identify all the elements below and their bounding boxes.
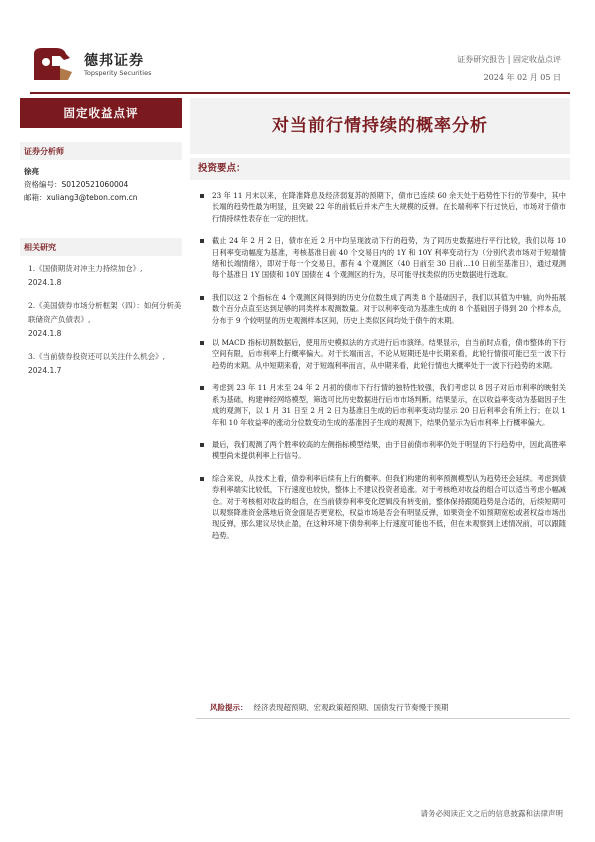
related-research-list <box>28 262 186 387</box>
related-item[interactable] <box>28 262 186 290</box>
header-divider <box>30 92 570 94</box>
bullet-square-icon <box>200 296 204 300</box>
category-banner: 固定收益点评 <box>20 98 182 128</box>
bullet-point <box>200 439 566 462</box>
bullet-point <box>200 235 566 281</box>
investment-points-list <box>200 190 566 552</box>
bullet-square-icon <box>200 386 204 390</box>
bullet-square-icon <box>200 194 204 198</box>
risk-warning <box>210 702 570 713</box>
page-header <box>0 0 595 100</box>
analyst-name: 徐亮 <box>24 167 39 176</box>
report-type: 证券研究报告 | 固定收益点评 <box>457 55 561 64</box>
related-item-date: 2024.1.7 <box>28 366 62 375</box>
risk-text: 经济表现超预期、宏观政策超预期、国债发行节奏慢于预期 <box>253 703 449 712</box>
bullet-point <box>200 190 566 224</box>
page-title: 对当前行情持续的概率分析 <box>190 98 570 154</box>
analyst-license: 资格编号：S0120521060004 <box>24 180 129 189</box>
risk-divider <box>196 718 570 719</box>
bullet-point <box>200 473 566 541</box>
related-item-title: 1.《国债期货对冲主力持续加仓》, <box>28 264 143 273</box>
bullet-text: 23 年 11 月末以来，在降准降息及经济弱复苏的预期下，债市已连续 60 余天处于趋势性下行的节奏中，其中长端的趋势性最为明显，且突破 22 年的前低后并未产生大规模的反弹。在长端利率下行过快后，市场对于债市行情持续性表存在一定的担忧。 <box>212 191 566 223</box>
bullet-square-icon <box>200 477 204 481</box>
bullet-text: 考虑到 23 年 11 月末至 24 年 2 月初的债市下行行情的独特性较强，我们考虑以 8 因子对后市利率的映射关系为基础，构建神经网络模型，筛选可比历史数据进行后市市场判断。结果显示，在以收益率变动为基础因子生成的观测下，以 1 月 31 日至 2 月 2 日为基准日生成的后市利率变动均显示 20 日后利率会有所上行；在以 1 年和 10 年收益率的涨动分位数变动生成的基准因子生成的观测下，结果仍显示为后市利率上行概率偏大。 <box>212 383 566 427</box>
bullet-text: 我们以这 2 个指标在 4 个观测区间得到的历史分位数生成了两类 8 个基础因子，我们以其值为中轴，向外拓展数个百分点直至达到足够的同类样本观测数量。对于以利率变动为基准生成的 8 个基础因子得到 20 个样本点，分布于 9 个较明显的历史观测样本区间，历史上类似区间均处于债牛的末期。 <box>212 292 566 325</box>
bullet-point <box>200 292 566 326</box>
related-item[interactable] <box>28 350 186 378</box>
bullet-square-icon <box>200 239 204 243</box>
bullet-text: 以 MACD 指标切割数据后，使用历史模拟法的方式进行后市演绎。结果显示，自当前时点看，债市整体的下行空间有限，后市利率上行概率偏大。对于长端而言，不论从短期还是中长期来看，此轮行情很可能已至一波下行趋势的末期。从中短期来看，对于短端利率而言，从中期来看，此轮行情也大概率处于一波下行趋势的末期。 <box>212 338 566 370</box>
related-item-date: 2024.1.8 <box>28 278 62 287</box>
bullet-text: 截止 24 年 2 月 2 日，债市在近 2 月中均呈现波动下行的趋势，为了同历史数据进行平行比较，我们以每 10 日利率变动幅度为基准，考核基准日前 40 个交易日内的 1Y 和 10Y 利率变动行为（分别代表市场对于短端情绪和长端情绪），即对于每一个交易日，都有 4 个观测区（40 日前至 30 日前…10 日前至基准日），通过观测每个基准日 1Y 国债和 10Y 国债在 4 个观测区的行为，尽可能寻找类似的历史数据进行选取。 <box>212 236 566 280</box>
bullet-square-icon <box>200 443 204 447</box>
related-item[interactable] <box>28 299 186 341</box>
company-name-en: Topsperity Securities <box>84 69 152 77</box>
related-item-date: 2024.1.8 <box>28 329 62 338</box>
footer-disclaimer: 请务必阅读正文之后的信息披露和法律声明 <box>420 809 563 818</box>
bullet-point <box>200 382 566 428</box>
related-item-title: 2.《美国债券市场分析框架（四）：如何分析美联储资产负债表》, <box>28 301 182 324</box>
bullet-text: 最后，我们观测了两个胜率较高的左侧指标模型结果，由于目前债市利率仍处于明显的下行趋势中，因此高胜率模型尚未提供利率上行信号。 <box>212 439 566 461</box>
analyst-info <box>24 165 184 204</box>
company-name-cn: 德邦证券 <box>84 53 144 69</box>
investment-points-heading: 投资要点： <box>190 158 570 180</box>
analyst-email: 邮箱：xuliang3@tebon.com.cn <box>24 193 138 202</box>
analyst-section-heading: 证券分析师 <box>20 142 182 160</box>
bullet-square-icon <box>200 341 204 345</box>
report-date: 2024 年 02 月 05 日 <box>483 73 561 82</box>
risk-label: 风险提示： <box>210 703 248 712</box>
related-section-heading: 相关研究 <box>20 238 182 256</box>
related-item-title: 3.《当前债券投资还可以关注什么机会》, <box>28 352 166 361</box>
bullet-point <box>200 337 566 371</box>
bullet-text: 综合来说，从技术上看，债券利率后续有上行的概率。但我们构建的利率预测模型认为趋势还会延续。考虑到债券利率端实比较低，下行速度也较快，整体上不建议投资者追涨。对于考核绝对收益的组合可以适当考虑小幅减仓。对于考核相对收益的组合，在当前债券利率变化逻辑没有转变前，整体保持跟随趋势是合适的，后续短期可以观察降准资金落地后资金面是否更宽松，权益市场是否会有明显反弹，如果资金不如预期宽松或者权益市场出现反弹，那么建议尽快止盈，在这种环境下债券利率上行速度可能也不低，但在未观察到上述情况前，可以跟随趋势。 <box>212 473 566 540</box>
company-logo-icon <box>30 44 76 84</box>
